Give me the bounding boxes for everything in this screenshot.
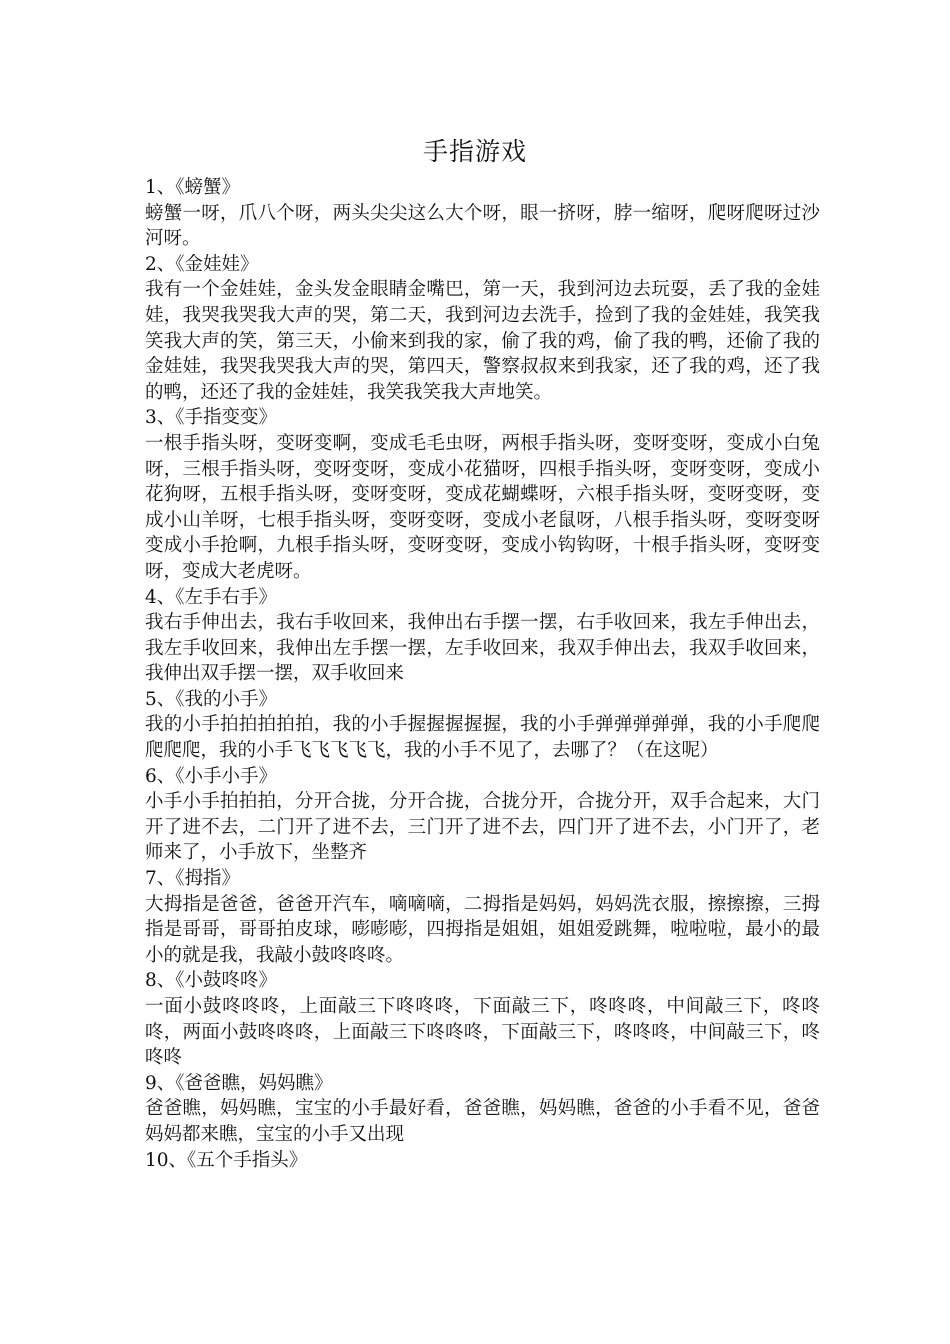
section-heading: 8、《小鼓咚咚》 xyxy=(145,970,278,992)
document-body xyxy=(145,175,820,1173)
section-heading: 5、《我的小手》 xyxy=(145,688,278,710)
document-title: 手指游戏 xyxy=(422,137,527,166)
section-3 xyxy=(145,405,820,584)
section-heading: 4、《左手右手》 xyxy=(145,586,278,608)
section-heading: 9、《爸爸瞧，妈妈瞧》 xyxy=(145,1072,333,1094)
section-heading: 6、《小手小手》 xyxy=(145,765,278,787)
section-heading: 3、《手指变变》 xyxy=(145,407,278,429)
section-text: 螃蟹一呀，爪八个呀，两头尖尖这么大个呀，眼一挤呀，脖一缩呀，爬呀爬呀过沙河呀。 xyxy=(145,202,820,250)
section-8 xyxy=(145,968,820,1070)
section-5 xyxy=(145,687,820,764)
section-text: 爸爸瞧，妈妈瞧，宝宝的小手最好看，爸爸瞧，妈妈瞧，爸爸的小手看不见，爸爸妈妈都来瞧，宝宝的小手又出现 xyxy=(145,1098,820,1145)
section-heading: 7、《拇指》 xyxy=(145,868,241,890)
section-text: 我的小手拍拍拍拍拍，我的小手握握握握握，我的小手弹弹弹弹弹，我的小手爬爬爬爬爬，我的小手飞飞飞飞飞，我的小手不见了，去哪了？（在这呢） xyxy=(145,714,820,762)
section-text: 大拇指是爸爸，爸爸开汽车，嘀嘀嘀，二拇指是妈妈，妈妈洗衣服，擦擦擦，三拇指是哥哥，哥哥拍皮球，嘭嘭嘭，四拇指是姐姐，姐姐爱跳舞，啦啦啦，最小的最小的就是我，我敲小鼓咚咚咚。 xyxy=(145,893,820,966)
section-text: 我右手伸出去，我右手收回来，我伸出右手摆一摆，右手收回来，我左手伸出去，我左手收回来，我伸出左手摆一摆，左手收回来，我双手伸出去，我双手收回来，我伸出双手摆一摆，双手收回来 xyxy=(145,612,820,685)
section-7 xyxy=(145,866,820,968)
section-1 xyxy=(145,175,820,252)
section-4 xyxy=(145,585,820,687)
section-6 xyxy=(145,764,820,866)
section-10 xyxy=(145,1148,820,1174)
section-heading: 2、《金娃娃》 xyxy=(145,253,259,275)
section-9 xyxy=(145,1071,820,1148)
section-text: 小手小手拍拍拍，分开合拢，分开合拢，合拢分开，合拢分开，双手合起来，大门开了进不去，二门开了进不去，三门开了进不去，四门开了进不去，小门开了，老师来了，小手放下，坐整齐 xyxy=(145,791,820,864)
section-text: 我有一个金娃娃，金头发金眼睛金嘴巴，第一天，我到河边去玩耍，丢了我的金娃娃，我哭我哭我大声的哭，第二天，我到河边去洗手，捡到了我的金娃娃，我笑我笑我大声的笑，第三天，小偷来到我的家，偷了我的鸡，偷了我的鸭，还偷了我的金娃娃，我哭我哭我大声的哭，第四天，警察叔叔来到我家，还了我的鸡，还了我的鸭，还还了我的金娃娃，我笑我笑我大声地笑。 xyxy=(145,279,820,403)
section-heading: 10、《五个手指头》 xyxy=(145,1149,308,1171)
section-text: 一根手指头呀，变呀变啊，变成毛毛虫呀，两根手指头呀，变呀变呀，变成小白兔呀，三根手指头呀，变呀变呀，变成小花猫呀，四根手指头呀，变呀变呀，变成小花狗呀，五根手指头呀，变呀变呀，变成花蝴蝶呀，六根手指头呀，变呀变呀，变成小山羊呀，七根手指头呀，变呀变呀，变成小老鼠呀，八根手指头呀，变呀变呀变成小手抢啊，九根手指头呀，变呀变呀，变成小钩钩呀，十根手指头呀，变呀变呀，变成大老虎呀。 xyxy=(145,432,820,582)
section-text: 一面小鼓咚咚咚，上面敲三下咚咚咚，下面敲三下，咚咚咚，中间敲三下，咚咚咚，两面小鼓咚咚咚，上面敲三下咚咚咚，下面敲三下，咚咚咚，中间敲三下，咚咚咚 xyxy=(145,996,820,1069)
section-2 xyxy=(145,252,820,406)
section-heading: 1、《螃蟹》 xyxy=(145,177,241,198)
